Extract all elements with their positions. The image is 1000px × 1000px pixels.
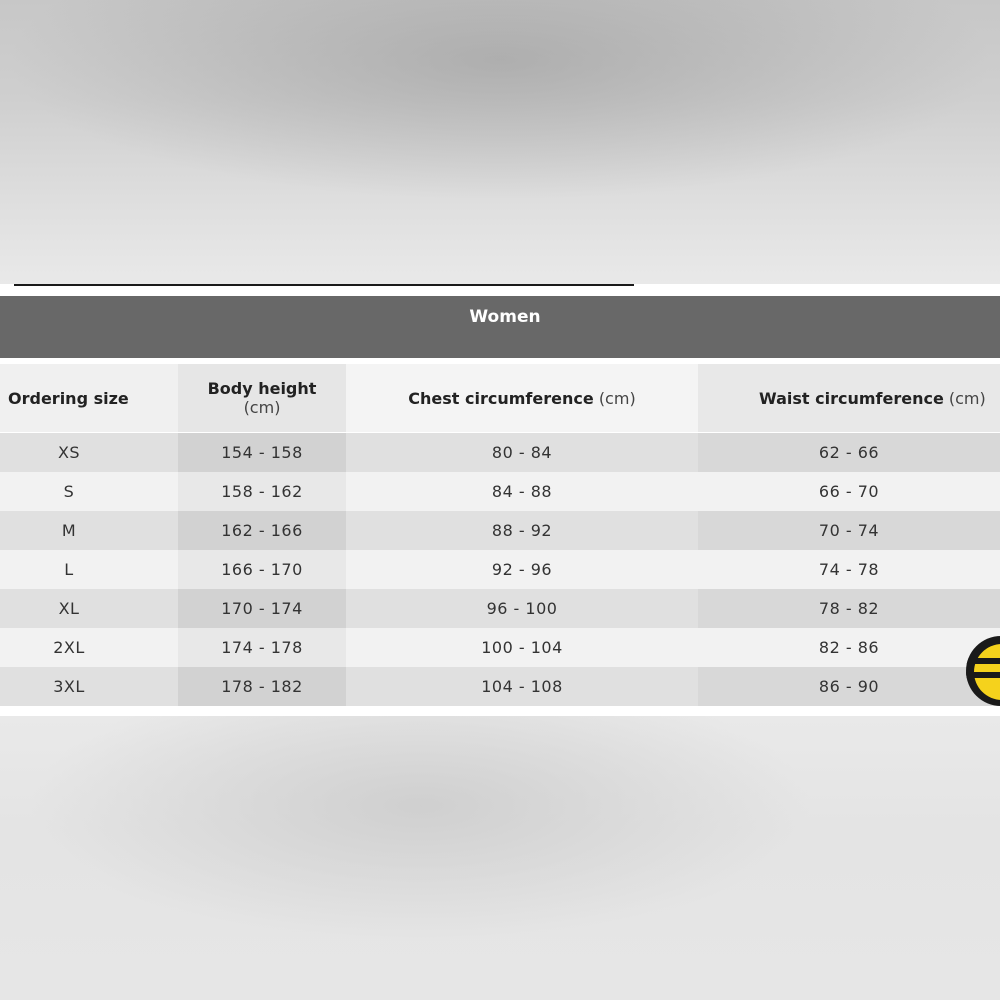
cell-waist: 74 - 78 — [818, 560, 880, 579]
cell-body-height: 170 - 174 — [178, 589, 346, 628]
bee-icon-stripe — [966, 672, 1000, 678]
background-bottom — [0, 716, 1000, 1000]
column-header-waist-label: Waist circumference — [759, 388, 944, 408]
table-title: Women — [469, 307, 541, 327]
cell-waist: 70 - 74 — [698, 511, 1000, 550]
column-header-ordering-size-label: Ordering size — [8, 388, 129, 408]
size-chart — [0, 284, 1000, 716]
table-row — [0, 589, 1000, 628]
bee-icon-stripe — [966, 658, 1000, 664]
cell-chest: 80 - 84 — [346, 433, 698, 472]
cell-body-height: 158 - 162 — [178, 472, 346, 511]
table-row — [0, 667, 1000, 706]
cell-waist: 86 - 90 — [698, 667, 1000, 706]
column-header-chest — [346, 364, 698, 432]
cell-waist: 82 - 86 — [818, 638, 880, 657]
cell-chest: 84 - 88 — [491, 482, 553, 501]
horizontal-scrollbar[interactable] — [14, 284, 634, 286]
cell-waist: 62 - 66 — [698, 433, 1000, 472]
cell-chest: 96 - 100 — [346, 589, 698, 628]
column-header-body-height-label: Body height — [207, 379, 317, 398]
column-header-chest-label: Chest circumference — [408, 388, 594, 408]
cell-chest: 88 - 92 — [346, 511, 698, 550]
column-header-body-height-unit: (cm) — [243, 398, 281, 417]
background-top — [0, 0, 1000, 284]
cell-body-height: 166 - 170 — [178, 550, 346, 589]
column-header-body-height — [178, 364, 346, 432]
cell-body-height: 154 - 158 — [178, 433, 346, 472]
cell-size: XL — [58, 599, 80, 618]
table-body — [0, 433, 1000, 706]
column-header-waist-unit: (cm) — [948, 388, 986, 408]
table-row — [0, 472, 1000, 511]
cell-body-height: 162 - 166 — [178, 511, 346, 550]
cell-chest: 92 - 96 — [491, 560, 553, 579]
cell-body-height: 178 - 182 — [178, 667, 346, 706]
cell-size: L — [64, 560, 74, 579]
cell-chest: 100 - 104 — [481, 638, 563, 657]
cell-waist: 78 - 82 — [698, 589, 1000, 628]
cell-size: M — [61, 521, 77, 540]
column-header-row — [0, 364, 1000, 432]
cell-waist: 66 - 70 — [818, 482, 880, 501]
table-row — [0, 433, 1000, 472]
table-row — [0, 550, 1000, 589]
cell-size: S — [63, 482, 75, 501]
column-header-ordering-size — [0, 364, 178, 432]
column-header-chest-unit: (cm) — [598, 388, 636, 408]
cell-size: 2XL — [53, 638, 85, 657]
cell-size: 3XL — [53, 677, 85, 696]
cell-size: XS — [57, 443, 81, 462]
column-header-waist — [698, 364, 1000, 432]
cell-body-height: 174 - 178 — [178, 628, 346, 667]
cell-chest: 104 - 108 — [346, 667, 698, 706]
table-row — [0, 628, 1000, 667]
table-title-bar — [0, 296, 1000, 358]
table-row — [0, 511, 1000, 550]
